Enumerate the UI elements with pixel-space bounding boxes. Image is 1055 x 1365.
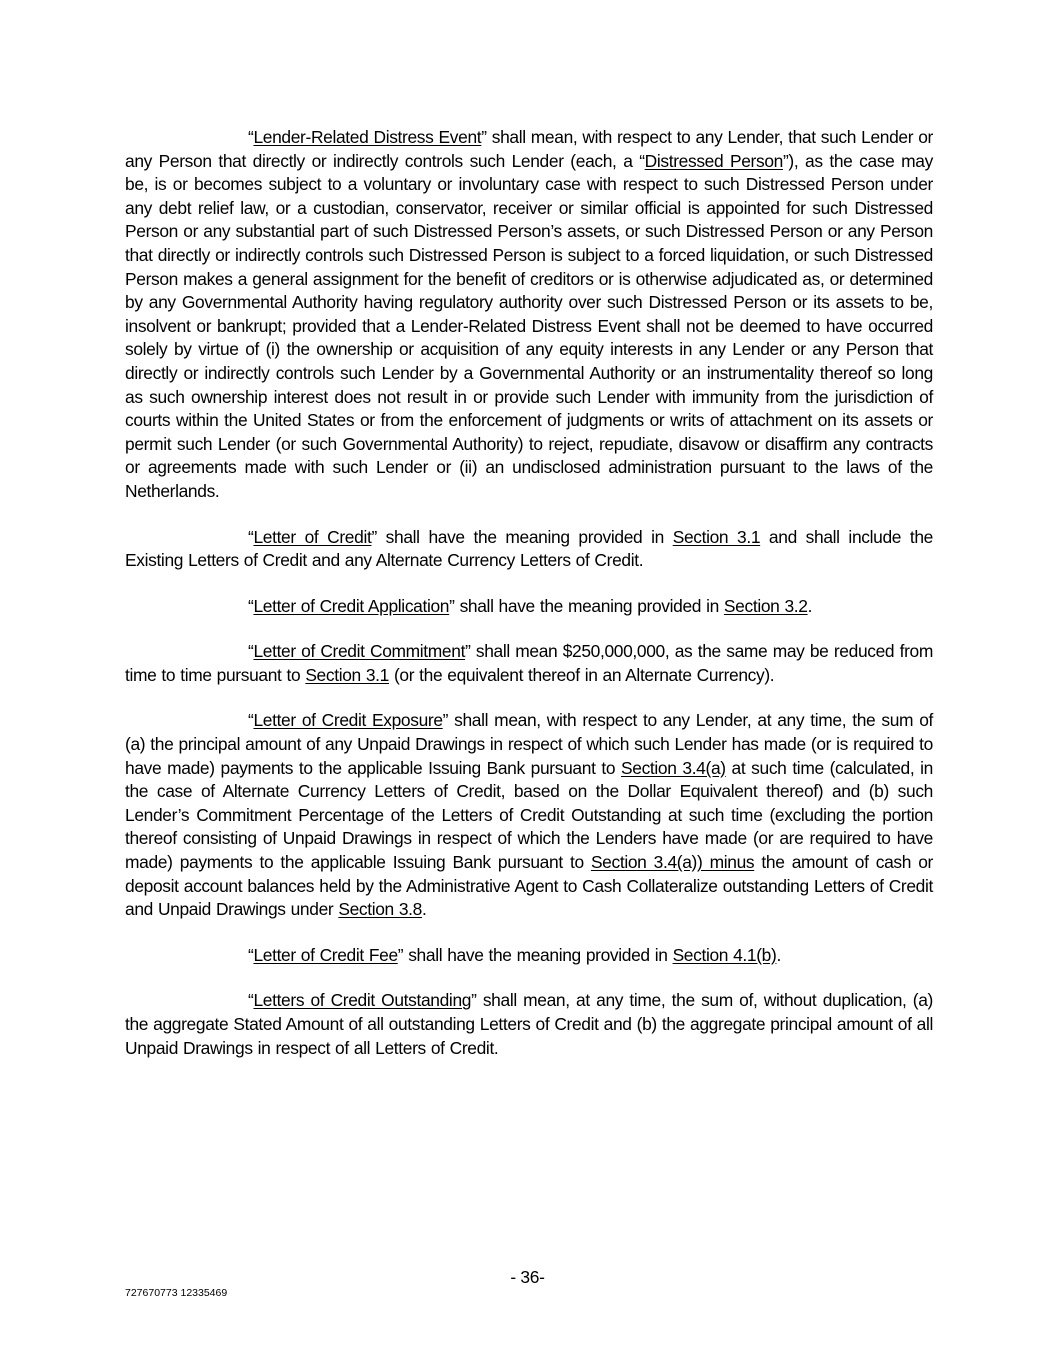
definition-text: ” shall mean $250,000,000, as the same may be reduced from time to time pursuant to (125, 641, 933, 685)
definition-text: ” shall have the meaning provided in (371, 526, 673, 547)
definition-text: and shall include the Existing Letters of Credit and any Alternate Currency Letters of Credit. (125, 526, 933, 571)
section-reference: Section 3.1 (305, 664, 389, 685)
definition-lender-related-distress-event (125, 126, 933, 504)
section-reference: Section 4.1(b) (672, 944, 777, 965)
definitions-body (125, 126, 933, 1082)
definition-text: (or the equivalent thereof in an Alternate Currency). (388, 664, 775, 685)
definition-letter-of-credit-fee: “Letter of Credit Fee” shall have the meaning provided in Section 4.1(b). (248, 944, 781, 965)
definition-letters-of-credit-outstanding: “Letters of Credit Outstanding” shall mean, at any time, the sum of, without duplication, (a) the aggregate Stated Amount of all outstanding Letters of Credit and (b) the aggregate principal amount of all Unpaid Drawings in respect of all Letters of Credit. (125, 990, 933, 1058)
definition-text: ”), as the case may be, is or becomes subject to a voluntary or involuntary case with respect to such Distressed Person under any debt relief law, or a custodian, conservator, receiver or similar official is appointed for such Distressed Person or any substantial part of such Distressed Person’s assets, or such Distressed Person or any Person that directly or indirectly controls such Distressed Person is subject to a forced liquidation, or such Distressed Person makes a general assignment for the benefit of creditors or is otherwise adjudicated as, or determined by any Governmental Authority having regulatory authority over such Distressed Person or its assets to be, insolvent or bankrupt; provided that a Lender-Related Distress Event shall not be deemed to have occurred solely by virtue of (i) the ownership or acquisition of any equity interests in any Lender or any Person that directly or indirectly controls such Lender by a Governmental Authority or an instrumentality thereof so long as such ownership interest does not result in or provide such Lender with immunity from the jurisdiction of courts within the United States or from the enforcement of judgments or writs of attachment on its assets or permit such Lender (or such Governmental Authority) to reject, repudiate, disavow or disaffirm any contracts or agreements made with such Lender or (ii) an undisclosed administration pursuant to the laws of the Netherlands. (125, 150, 933, 501)
section-reference: Section 3.4(a)) minus (590, 852, 755, 873)
definition-letter-of-credit: “Letter of Credit” shall have the meaning provided in Section 3.1 and shall include the Existing Letters of Credit and any Alternate Currency Letters of Credit. (125, 526, 933, 571)
definition-letter-of-credit-application: “Letter of Credit Application” shall have the meaning provided in Section 3.2. (248, 595, 813, 616)
defined-term: Letter of Credit Exposure (253, 710, 443, 731)
definition-text: at such time (calculated, in the case of Alternate Currency Letters of Credit, based on the Dollar Equivalent thereof) and (b) such Lender’s Commitment Percentage of the Letters of Credit Outstanding at such time (excluding the portion thereof consisting of Unpaid Drawings in respect of which the Lenders have made (or are required to have made) payments to the applicable Issuing Bank pursuant to (125, 757, 933, 873)
definition-text: ” shall mean, with respect to any Lender, that such Lender or any Person that directly or indirectly controls such Lender (each, a “ (125, 127, 933, 171)
section-reference: Section 3.2 (723, 595, 808, 616)
defined-term: Distressed Person (644, 150, 783, 171)
page-number: - 36- (510, 1267, 545, 1287)
defined-term: Lender-Related Distress Event (253, 127, 482, 147)
definition-text: ” shall mean, with respect to any Lender, at any time, the sum of (a) the principal amount of any Unpaid Drawings in respect of which such Lender has made (or is required to have made) payments to the applicable Issuing Bank pursuant to (125, 710, 934, 778)
definition-text: . (776, 944, 781, 965)
definition-text: ” shall mean, at any time, the sum of, without duplication, (a) the aggregate Stated Amount of all outstanding Letters of Credit and (b) the aggregate principal amount of all Unpaid Drawings in respect of all Letters of Credit. (125, 990, 933, 1058)
section-reference: Section 3.4(a) (621, 757, 726, 778)
definition-text: ” shall have the meaning provided in (449, 595, 724, 616)
section-reference: Section 3.1 (672, 526, 761, 547)
defined-term: Letter of Credit (253, 526, 372, 547)
definition-letter-of-credit-commitment: “Letter of Credit Commitment” shall mean $250,000,000, as the same may be reduced from time to time pursuant to Section 3.1 (or the equivalent thereof in an Alternate Currency). (125, 641, 933, 685)
defined-term: Letters of Credit Outstanding (253, 990, 472, 1011)
definition-text: the amount of cash or deposit account balances held by the Administrative Agent to Cash Collateralize outstanding Letters of Credit and Unpaid Drawings under (125, 852, 933, 920)
defined-term: Letter of Credit Commitment (253, 641, 466, 662)
defined-term: Letter of Credit Application (253, 595, 450, 616)
definition-letter-of-credit-exposure: “Letter of Credit Exposure” shall mean, with respect to any Lender, at any time, the sum of (a) the principal amount of any Unpaid Drawings in respect of which such Lender has made (or is required to have made) payments to the applicable Issuing Bank pursuant to Section 3.4(a) at such time (calculated, in the case of Alternate Currency Letters of Credit, based on the Dollar Equivalent thereof) and (b) such Lender’s Commitment Percentage of the Letters of Credit Outstanding at such time (excluding the portion thereof consisting of Unpaid Drawings in respect of which the Lenders have made (or are required to have made) payments to the applicable Issuing Bank pursuant to Section 3.4(a)) minus the amount of cash or deposit account balances held by the Administrative Agent to Cash Collateralize outstanding Letters of Credit and Unpaid Drawings under Section 3.8. (125, 710, 934, 920)
definition-text: . (422, 899, 427, 920)
definition-text: ” shall have the meaning provided in (397, 944, 673, 965)
definition-text: . (807, 595, 813, 616)
section-reference: Section 3.8 (338, 899, 422, 920)
defined-term: Letter of Credit Fee (253, 944, 398, 965)
document-id: 727670773 12335469 (125, 1287, 228, 1299)
open-quote: “ (248, 127, 254, 147)
